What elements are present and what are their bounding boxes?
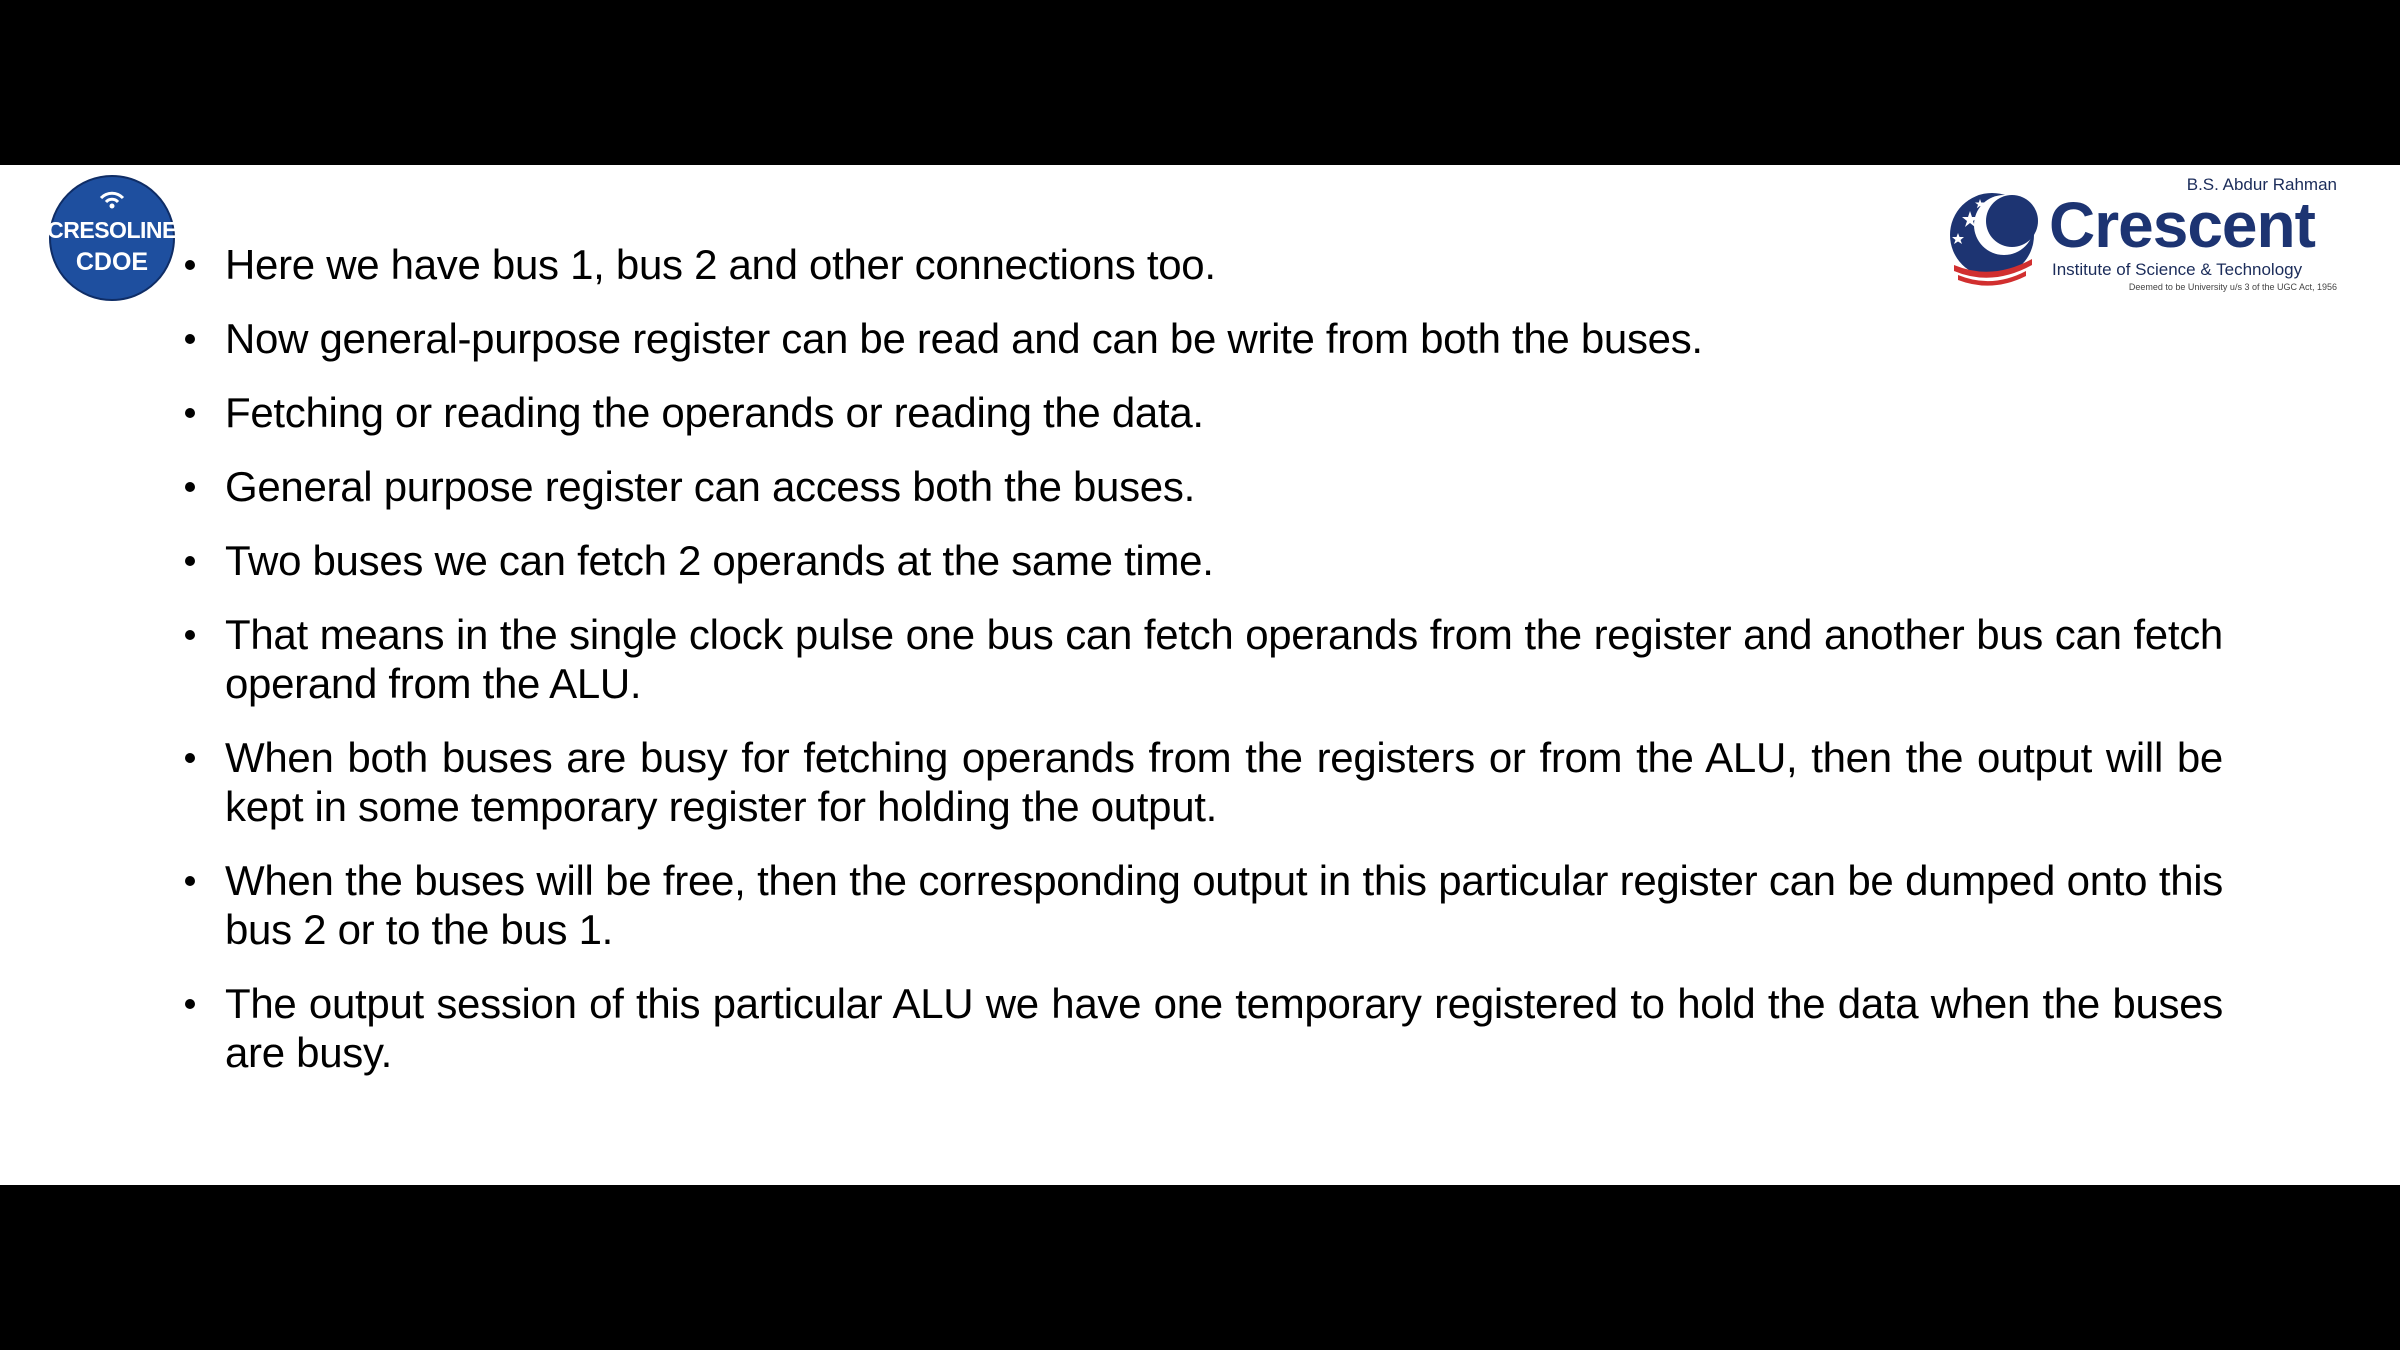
bullet-dot — [185, 334, 195, 344]
wifi-icon — [98, 189, 126, 209]
bullet-item — [225, 388, 2223, 437]
bullet-text: Here we have bus 1, bus 2 and other connections too. — [225, 241, 1216, 288]
bullet-text: The output session of this particular ALU we have one temporary registered to hold the data when the buses are busy. — [225, 980, 2223, 1076]
bullet-dot — [185, 999, 195, 1009]
crescent-logo-tagline: Deemed to be University u/s 3 of the UGC Act, 1956 — [2128, 282, 2337, 292]
bullet-item — [225, 610, 2223, 708]
bullet-item — [225, 314, 2223, 363]
bullet-dot — [185, 556, 195, 566]
bullet-text: Fetching or reading the operands or reading the data. — [225, 389, 1204, 436]
cresoline-logo-line1: CRESOLINE — [47, 217, 177, 243]
crescent-logo-subtitle: Institute of Science & Technology — [2052, 260, 2303, 279]
bullet-text: Two buses we can fetch 2 operands at the same time. — [225, 537, 1214, 584]
bullet-dot — [185, 753, 195, 763]
cresoline-logo-line2: CDOE — [75, 248, 149, 276]
bullet-text: General purpose register can access both the buses. — [225, 463, 1195, 510]
bullet-dot — [185, 260, 195, 270]
bullet-item — [225, 856, 2223, 954]
bullet-dot — [185, 482, 195, 492]
bullet-dot — [185, 408, 195, 418]
bullet-text: That means in the single clock pulse one bus can fetch operands from the register and another bus can fetch operand from the ALU. — [225, 611, 2223, 707]
bullet-text: When the buses will be free, then the corresponding output in this particular register can be dumped onto this bus 2 or to the bus 1. — [225, 857, 2223, 953]
bullet-text: Now general-purpose register can be read and can be write from both the buses. — [225, 315, 1703, 362]
crescent-logo-brand: Crescent — [2049, 189, 2315, 261]
bullet-item — [225, 240, 2223, 289]
bullet-dot — [185, 630, 195, 640]
bullet-item — [225, 733, 2223, 831]
bullet-item — [225, 536, 2223, 585]
bullet-text: When both buses are busy for fetching operands from the registers or from the ALU, then the output will be kept in some temporary register for holding the output. — [225, 734, 2223, 830]
bullet-dot — [185, 876, 195, 886]
slide — [0, 165, 2400, 1185]
cresoline-logo — [49, 175, 175, 301]
bullet-item — [225, 462, 2223, 511]
bullet-item — [225, 979, 2223, 1077]
crescent-logo-top-text: B.S. Abdur Rahman — [2186, 175, 2337, 194]
bullet-list — [225, 240, 2223, 1102]
